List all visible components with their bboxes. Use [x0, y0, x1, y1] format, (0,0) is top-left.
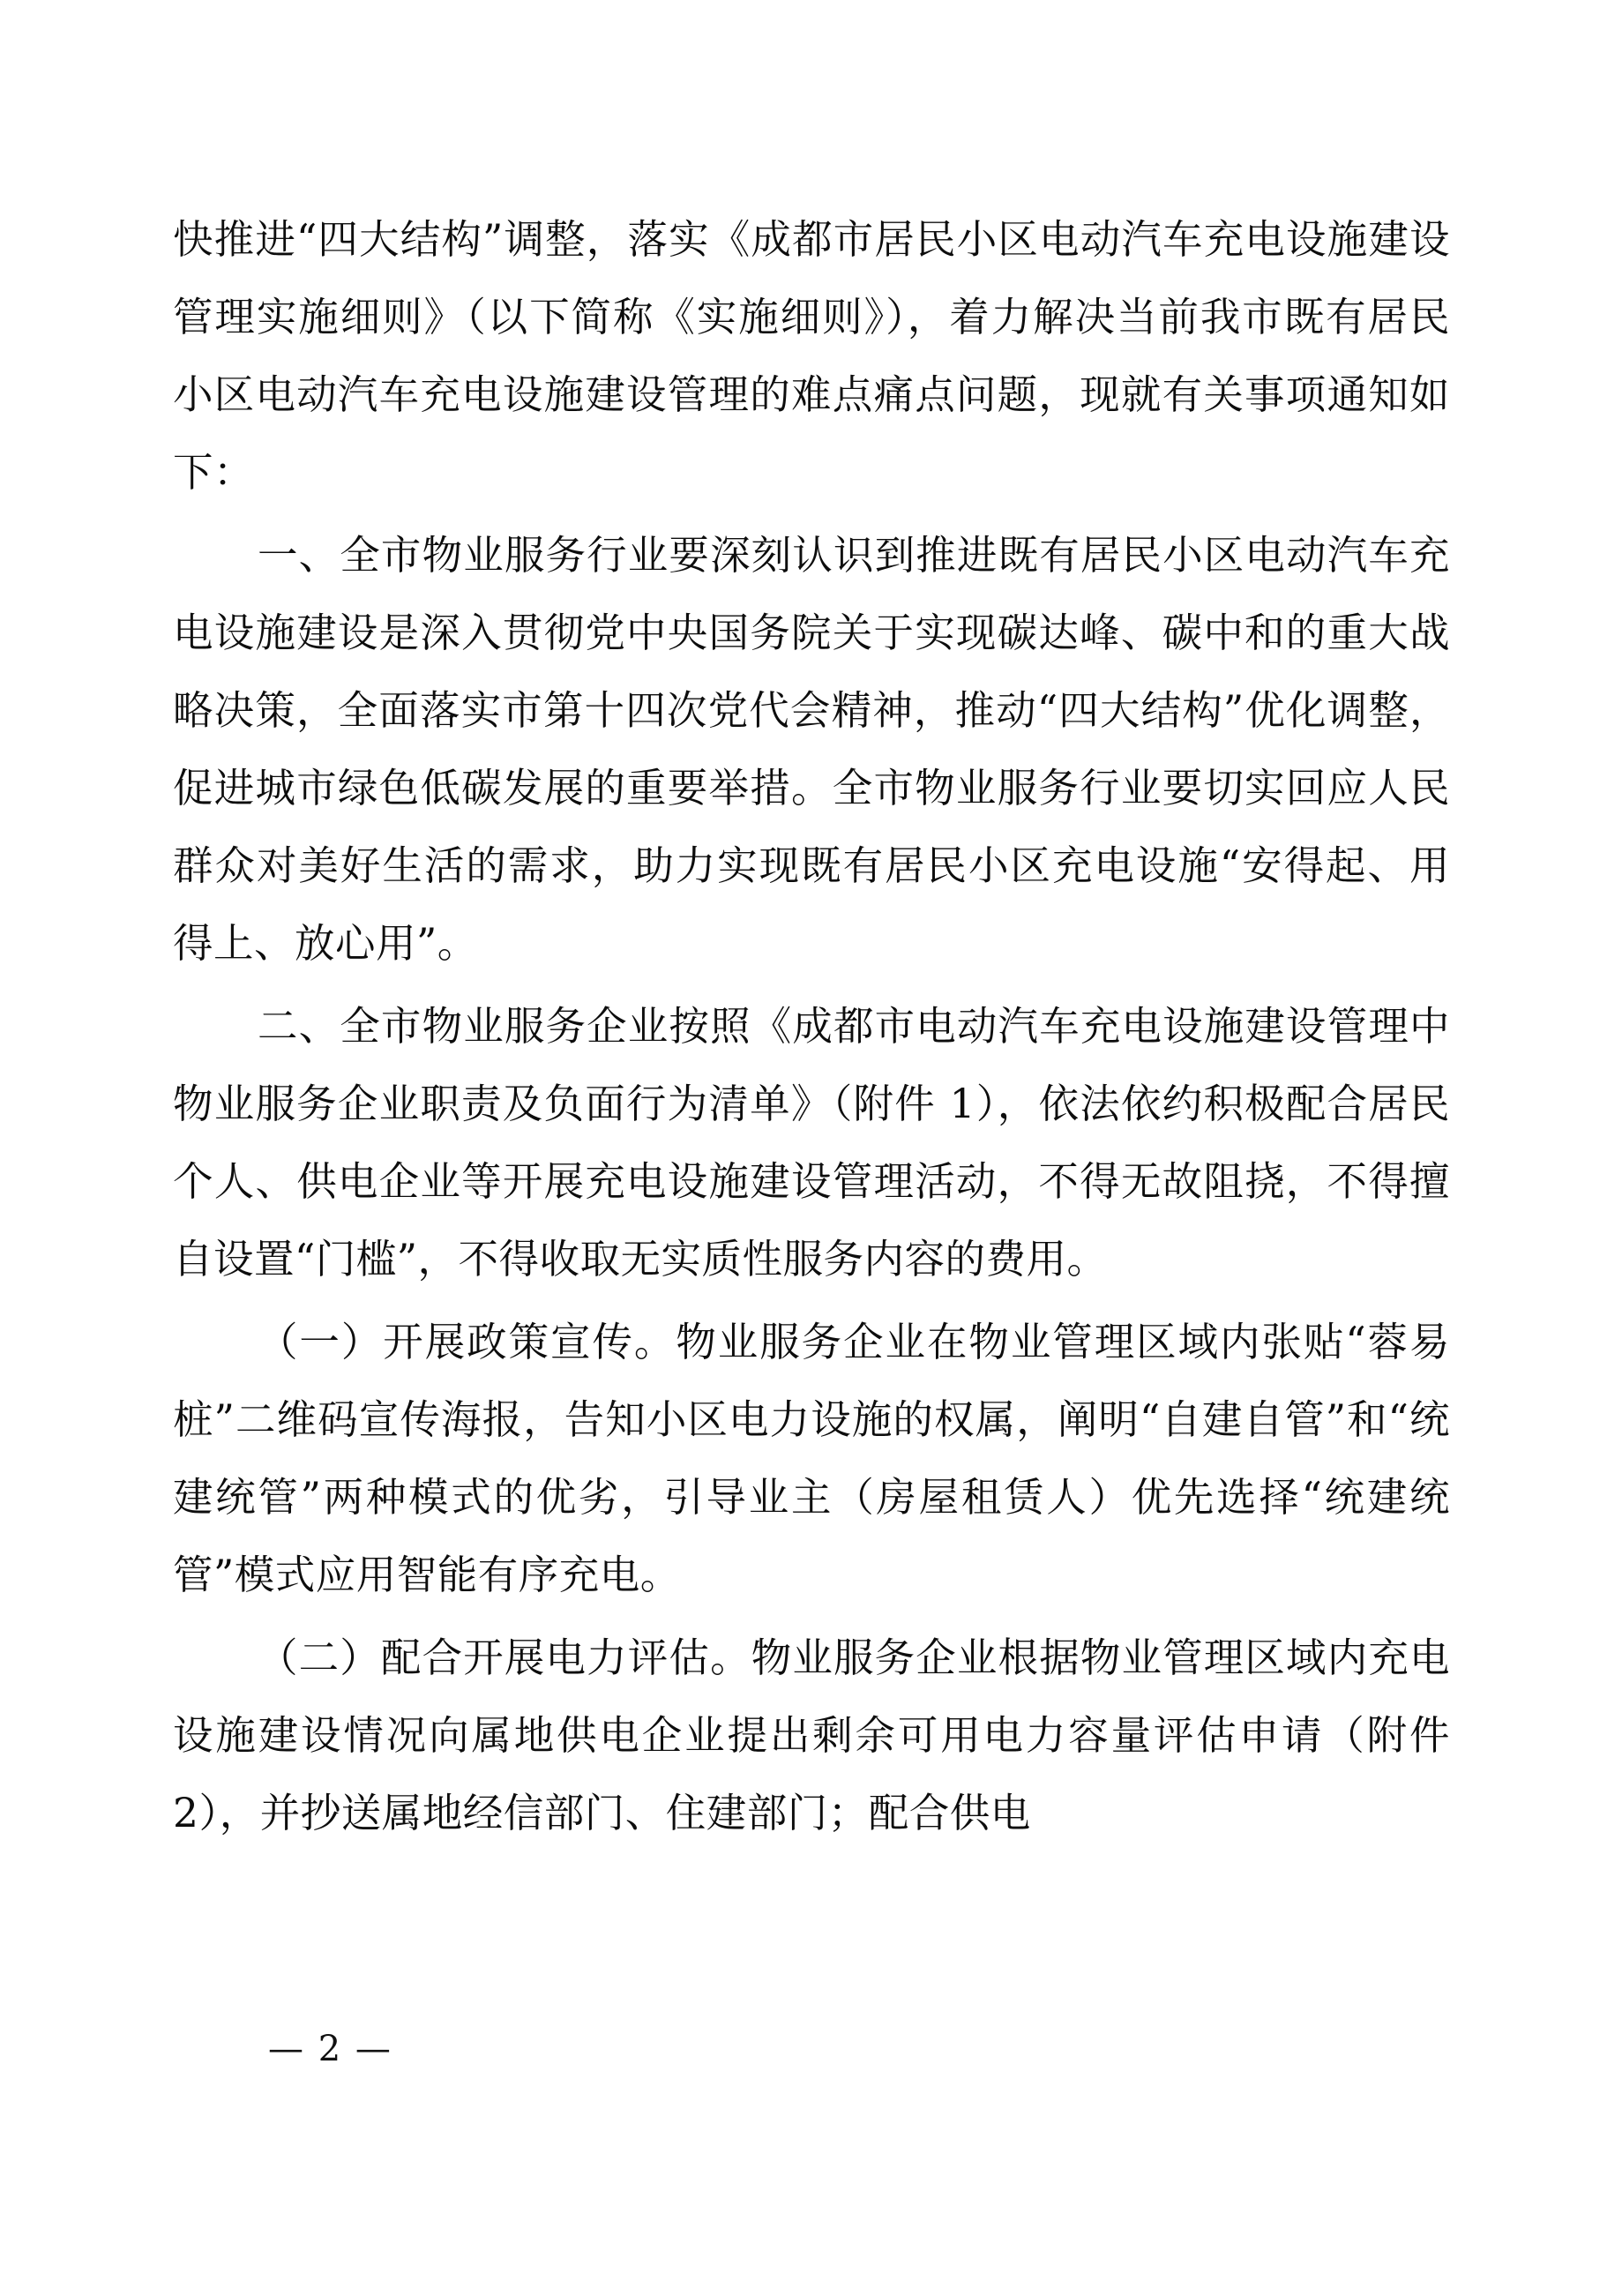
document-body: [173, 201, 1450, 1858]
page-number: [0, 2029, 1622, 2069]
page-number-label: — 2 —: [268, 2029, 392, 2069]
paragraph-5: （二）配合开展电力评估。物业服务企业根据物业管理区域内充电设施建设情况向属地供电企业提出剩余可用电力容量评估申请（附件 2），并抄送属地经信部门、住建部门；配合供电: [173, 1634, 1450, 1836]
paragraph-1: 快推进“四大结构”调整，落实《成都市居民小区电动汽车充电设施建设管理实施细则》（以下简称《实施细则》），着力解决当前我市既有居民小区电动汽车充电设施建设管理的难点痛点问题，现就有关事项通知如下：: [173, 216, 1450, 496]
paragraph-2: 一、全市物业服务行业要深刻认识到推进既有居民小区电动汽车充电设施建设是深入贯彻党中央国务院关于实现碳达峰、碳中和的重大战略决策，全面落实市第十四次党代会精神，推动“四大结构”优化调整，促进城市绿色低碳发展的重要举措。全市物业服务行业要切实回应人民群众对美好生活的需求，助力实现既有居民小区充电设施“安得起、用得上、放心用”。: [173, 532, 1450, 967]
paragraph-4: （一）开展政策宣传。物业服务企业在物业管理区域内张贴“蓉易桩”二维码宣传海报，告知小区电力设施的权属，阐明“自建自管”和“统建统管”两种模式的优劣，引导业主（房屋租赁人）优先选择“统建统管”模式应用智能有序充电。: [173, 1319, 1450, 1598]
paragraph-3: 二、全市物业服务企业按照《成都市电动汽车充电设施建设管理中物业服务企业职责及负面行为清单》（附件 1），依法依约积极配合居民个人、供电企业等开展充电设施建设管理活动，不得无故阻挠，不得擅自设置“门槛”，不得收取无实质性服务内容的费用。: [173, 1003, 1450, 1283]
